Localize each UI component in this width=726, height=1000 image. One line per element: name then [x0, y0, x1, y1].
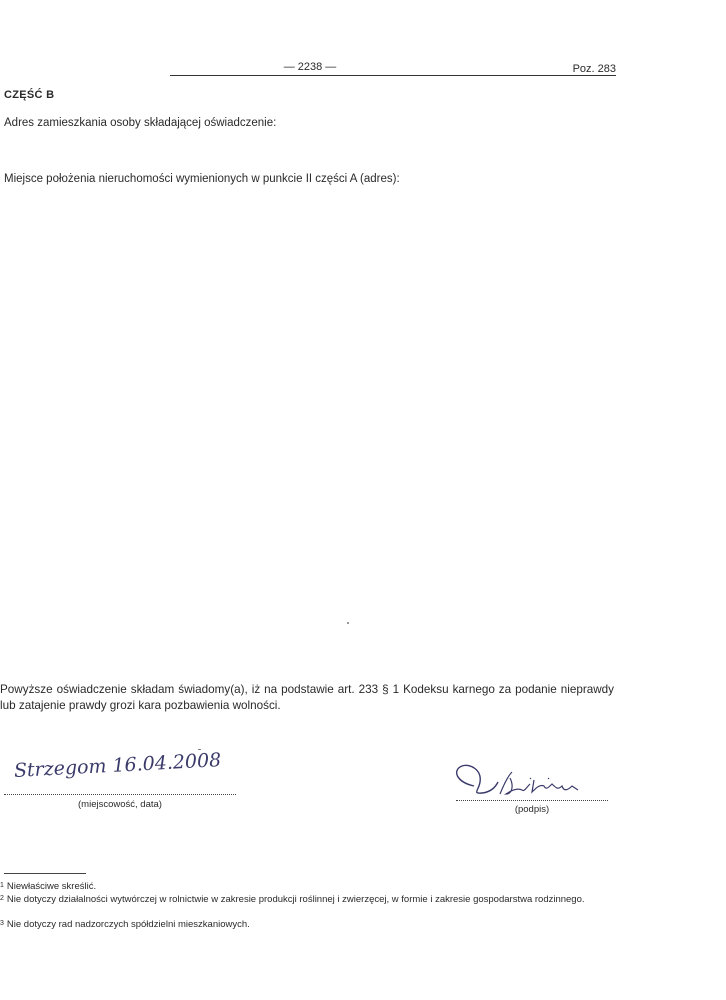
- place-date-caption: (miejscowość, data): [78, 799, 162, 810]
- position-number: Poz. 283: [572, 63, 616, 75]
- property-location-label: Miejsce położenia nieruchomości wymienionych w punkcie II części A (adres):: [4, 173, 400, 185]
- footnote-2: [0, 894, 616, 906]
- address-label: Adres zamieszkania osoby składającej oświadczenie:: [4, 117, 277, 129]
- footnote-text: Niewłaściwe skreślić.: [6, 881, 97, 892]
- declaration-statement: Powyższe oświadczenie składam świadomy(a), iż na podstawie art. 233 § 1 Kodeksu karnego za podanie nieprawdy lub zatajenie prawdy grozi kara pozbawienia wolności.: [0, 683, 614, 712]
- place-date-line: [4, 794, 236, 795]
- footnote-mark: 3: [0, 920, 4, 927]
- handwritten-signature: [452, 760, 622, 804]
- header-rule: [170, 75, 616, 76]
- signature-line: [456, 800, 608, 801]
- footnote-rule: [4, 873, 86, 874]
- section-title: CZĘŚĆ B: [4, 89, 55, 101]
- footnote-3: [0, 919, 616, 931]
- handwritten-place-date: Strzegom 16.04.2008: [13, 749, 222, 782]
- footnote-mark: 2: [0, 895, 4, 902]
- footnote-text: Nie dotyczy rad nadzorczych spółdzielni mieszkaniowych.: [6, 919, 250, 930]
- signature-caption: (podpis): [514, 804, 550, 815]
- page-number: — 2238 —: [283, 61, 337, 73]
- footnote-1: [0, 881, 616, 893]
- scan-speck: [347, 622, 349, 624]
- footnote-mark: 1: [0, 882, 4, 889]
- footnote-text: Nie dotyczy działalności wytwórczej w rolnictwie w zakresie produkcji roślinnej i zwierzęcej, w formie i zakresie gospodarstwa rodzinnego.: [6, 894, 585, 905]
